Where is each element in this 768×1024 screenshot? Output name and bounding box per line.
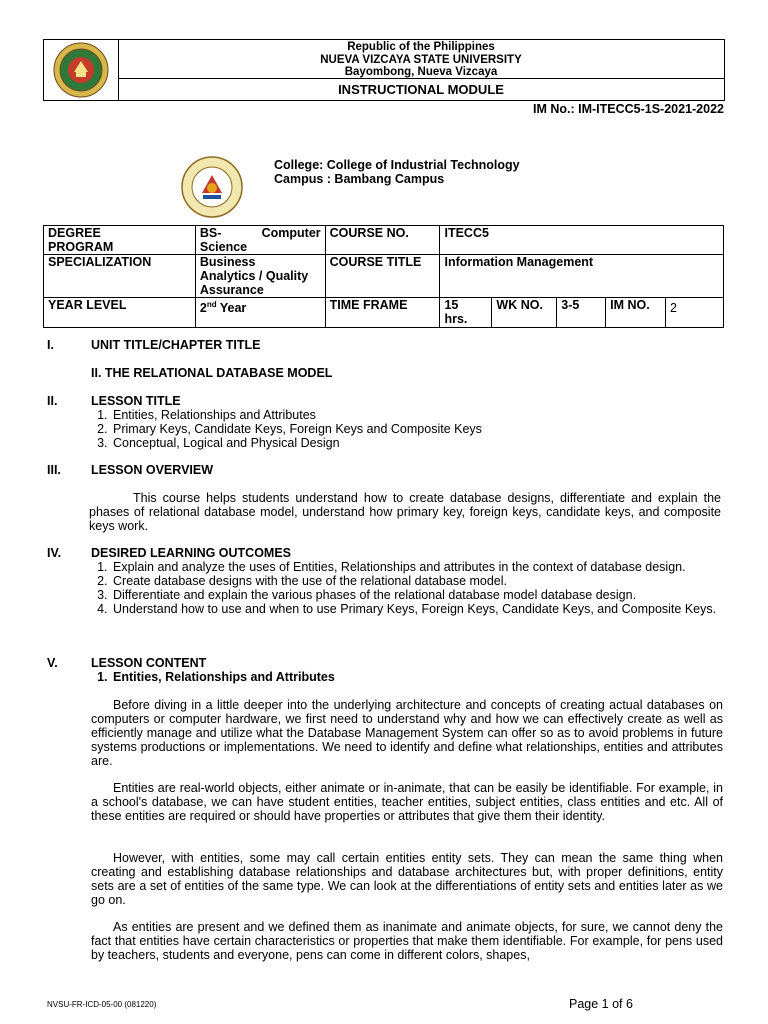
college-name: College: College of Industrial Technology: [274, 158, 520, 172]
university-seal-icon: [52, 41, 110, 99]
section-4-number: IV.: [47, 546, 62, 560]
campus-name: Campus : Bambang Campus: [274, 172, 445, 186]
module-title: INSTRUCTIONAL MODULE: [338, 82, 504, 97]
course-no-label: COURSE NO.: [325, 226, 440, 255]
header-line-location: Bayombong, Nueva Vizcaya: [344, 66, 498, 78]
list-item: 4. Understand how to use and when to use Primary Keys, Foreign Keys, Candidate Keys, and Composite Keys.: [111, 602, 721, 616]
lesson-overview-text: This course helps students understand how to create database designs, differentiate and explain the phases of relational database model, understand how primary key, foreign keys, candidate keys, and composite keys work.: [89, 491, 721, 533]
specialization-value: Business Analytics / Quality Assurance: [195, 255, 325, 298]
list-item: 3. Differentiate and explain the various phases of the relational database model database design.: [111, 588, 721, 602]
specialization-label: SPECIALIZATION: [44, 255, 196, 298]
header-line-university: NUEVA VIZCAYA STATE UNIVERSITY: [320, 53, 522, 66]
section-3-title: LESSON OVERVIEW: [91, 463, 214, 477]
content-paragraph: As entities are present and we defined them as inanimate and animate objects, for sure, we cannot deny the fact that entities have certain characteristics or properties that make them identifiable. For example, for pens used by teachers, students and everyone, pens can come in different colors, shapes,: [91, 920, 723, 962]
time-frame-value: 15 hrs.: [440, 298, 492, 328]
section-5-number: V.: [47, 656, 58, 670]
section-2-number: II.: [47, 394, 58, 408]
course-title-label: COURSE TITLE: [325, 255, 440, 298]
content-paragraph: However, with entities, some may call certain entities entity sets. They can mean the same thing when creating and establishing database relationships and database architectures but, with proper definitions, entity sets are a set of entities of the same type. We can look at the differentiations of entity sets and entities later as we go on.: [91, 851, 723, 907]
year-level-label: YEAR LEVEL: [44, 298, 196, 328]
section-5-title: LESSON CONTENT: [91, 656, 207, 670]
lesson-content-subtitle: 1. Entities, Relationships and Attributes: [111, 670, 721, 684]
course-title-value: Information Management: [440, 255, 724, 298]
list-item: 1. Explain and analyze the uses of Entities, Relationships and attributes in the context of database design.: [111, 560, 721, 574]
section-3-number: III.: [47, 463, 61, 477]
course-no-value: ITECC5: [440, 226, 724, 255]
section-1-title: UNIT TITLE/CHAPTER TITLE: [91, 338, 261, 352]
im-no-value: 2: [666, 298, 724, 328]
time-frame-label: TIME FRAME: [325, 298, 440, 328]
learning-outcomes-list: [91, 560, 721, 616]
week-no-label: WK NO.: [492, 298, 557, 328]
section-4-title: DESIRED LEARNING OUTCOMES: [91, 546, 292, 560]
lesson-title-list: [91, 408, 721, 450]
content-paragraph: Entities are real-world objects, either animate or in-animate, that can be easily be identifiable. For example, in a school's database, we can have student entities, teacher entities, subject entities, class entities and etc. All of these entities are required or should have properties or attributes that give them their identity.: [91, 781, 723, 823]
college-seal-icon: [180, 155, 244, 219]
list-item: 2. Primary Keys, Candidate Keys, Foreign Keys and Composite Keys: [111, 422, 721, 436]
week-no-value: 3-5: [557, 298, 606, 328]
degree-program-value: BS- Computer Science: [195, 226, 325, 255]
year-level-value: 2nd Year: [195, 298, 325, 328]
course-info-table: [43, 225, 724, 328]
header-line-republic: Republic of the Philippines: [347, 41, 495, 53]
im-no-label: IM NO.: [606, 298, 666, 328]
chapter-title: II. THE RELATIONAL DATABASE MODEL: [91, 366, 333, 380]
page-number: Page 1 of 6: [569, 997, 633, 1011]
college-seal: [180, 155, 244, 224]
university-seal: [44, 40, 119, 100]
im-number: IM No.: IM-ITECC5-1S-2021-2022: [532, 102, 724, 116]
header-box: [43, 39, 725, 101]
list-item: 2. Create database designs with the use of the relational database model.: [111, 574, 721, 588]
lesson-content-list: [91, 670, 721, 684]
degree-program-label: DEGREE PROGRAM: [44, 226, 196, 255]
section-1-number: I.: [47, 338, 54, 352]
list-item: 1. Entities, Relationships and Attributes: [111, 408, 721, 422]
form-code: NVSU-FR-ICD-05-00 (081220): [47, 1000, 157, 1009]
content-paragraph: Before diving in a little deeper into the underlying architecture and concepts of creating actual databases on computers or computer hardware, we first need to understand why and how we can effectively create as well as efficiently manage and utilize what the Database Management System can offer so as to avoid problems in future systems productions or implementations. We need to identify and define what relationships, entities and attributes are.: [91, 698, 723, 768]
section-2-title: LESSON TITLE: [91, 394, 181, 408]
list-item: 3. Conceptual, Logical and Physical Design: [111, 436, 721, 450]
